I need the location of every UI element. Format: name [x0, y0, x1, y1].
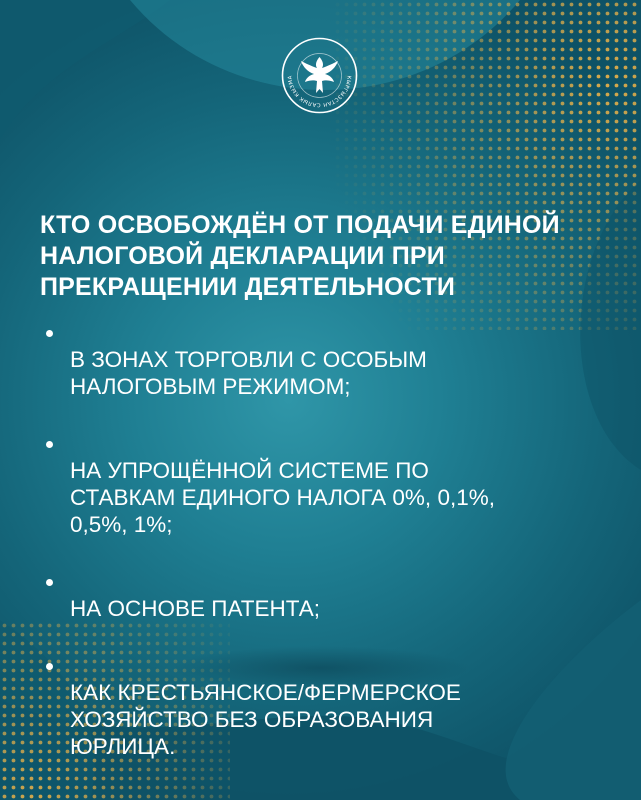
- tax-service-logo: [281, 37, 358, 114]
- svg-text:КЫРГЫЗСТАН САЛЫК КЫЗМАТЫ: КЫРГЫЗСТАН САЛЫК КЫЗМА: [287, 75, 352, 108]
- wave-top-left: [0, 0, 170, 140]
- list-item-text: НА УПРОЩЁННОЙ СИСТЕМЕ ПО СТАВКАМ ЕДИНОГО НАЛОГА 0%, 0,1%, 0,5%, 1%;: [70, 458, 495, 537]
- bullet-icon: [46, 441, 53, 448]
- list-item: [44, 568, 604, 622]
- bullet-icon: [46, 663, 53, 670]
- page-title: КТО ОСВОБОЖДЁН ОТ ПОДАЧИ ЕДИНОЙ НАЛОГОВОЙ ДЕКЛАРАЦИИ ПРИ ПРЕКРАЩЕНИИ ДЕЯТЕЛЬНОСТИ: [40, 211, 560, 301]
- list-item-text: КАК КРЕСТЬЯНСКОЕ/ФЕРМЕРСКОЕ ХОЗЯЙСТВО БЕЗ ОБРАЗОВАНИЯ ЮРЛИЦА.: [70, 680, 461, 759]
- bullet-icon: [46, 579, 53, 586]
- eagle-emblem-icon: [281, 37, 358, 114]
- list-item: [44, 319, 604, 400]
- list-item-text: В ЗОНАХ ТОРГОВЛИ С ОСОБЫМ НАЛОГОВЫМ РЕЖИМОМ;: [70, 347, 427, 399]
- list-item-text: НА ОСНОВЕ ПАТЕНТА;: [70, 596, 320, 621]
- bullet-icon: [46, 330, 53, 337]
- list-item: [44, 430, 604, 538]
- exemption-list: [44, 319, 604, 790]
- list-item: [44, 652, 604, 760]
